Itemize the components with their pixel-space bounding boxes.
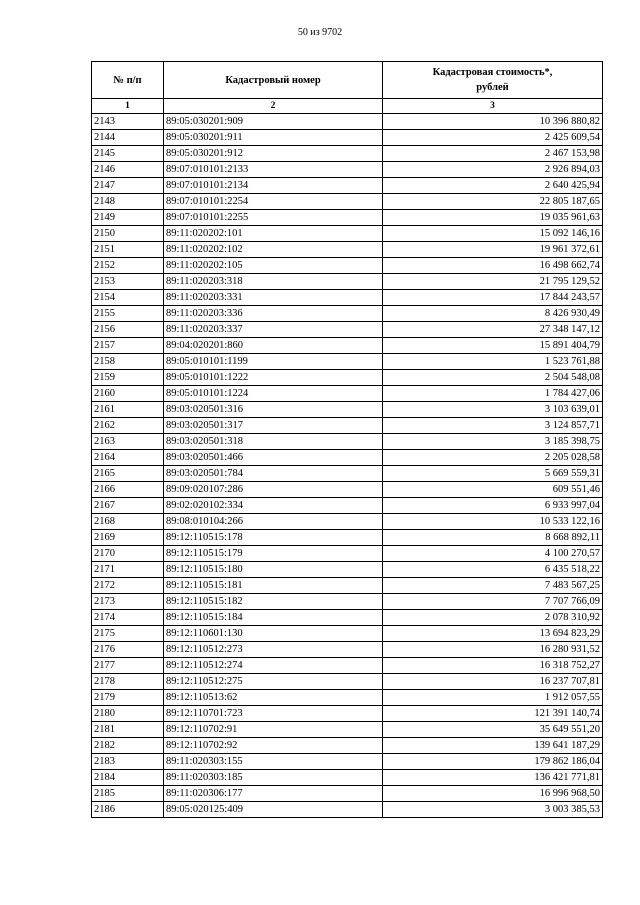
row-number-cell: 2154	[92, 290, 164, 306]
cadastral-number-cell: 89:05:010101:1222	[164, 370, 383, 386]
table-row	[92, 562, 603, 578]
row-number-cell: 2159	[92, 370, 164, 386]
cadastral-value-cell: 2 205 028,58	[383, 450, 603, 466]
cadastral-number-cell: 89:12:110515:182	[164, 594, 383, 610]
cadastral-number-cell: 89:05:030201:911	[164, 130, 383, 146]
cadastral-value-cell: 5 669 559,31	[383, 466, 603, 482]
row-number-cell: 2177	[92, 658, 164, 674]
table-row	[92, 162, 603, 178]
header-cadastral-value-text: Кадастровая стоимость*, рублей	[432, 67, 553, 93]
row-number-cell: 2186	[92, 802, 164, 818]
table-body	[92, 114, 603, 818]
row-number-cell: 2179	[92, 690, 164, 706]
table-row	[92, 130, 603, 146]
row-number-cell: 2165	[92, 466, 164, 482]
cadastral-value-cell: 10 533 122,16	[383, 514, 603, 530]
row-number-cell: 2150	[92, 226, 164, 242]
header-row-number: № п/п	[92, 62, 164, 99]
table-row	[92, 658, 603, 674]
cadastral-value-cell: 6 933 997,04	[383, 498, 603, 514]
row-number-cell: 2164	[92, 450, 164, 466]
cadastral-number-cell: 89:12:110515:179	[164, 546, 383, 562]
cadastral-value-cell: 3 124 857,71	[383, 418, 603, 434]
cadastral-value-cell: 3 103 639,01	[383, 402, 603, 418]
table-row	[92, 226, 603, 242]
table-row	[92, 482, 603, 498]
table-row	[92, 146, 603, 162]
row-number-cell: 2155	[92, 306, 164, 322]
cadastral-value-cell: 2 078 310,92	[383, 610, 603, 626]
table-row	[92, 114, 603, 130]
row-number-cell: 2183	[92, 754, 164, 770]
table-row	[92, 210, 603, 226]
cadastral-value-cell: 2 640 425,94	[383, 178, 603, 194]
cadastral-value-table	[91, 61, 603, 818]
table-row	[92, 546, 603, 562]
row-number-cell: 2151	[92, 242, 164, 258]
cadastral-value-cell: 3 003 385,53	[383, 802, 603, 818]
table-row	[92, 306, 603, 322]
table-row	[92, 738, 603, 754]
table-row	[92, 274, 603, 290]
cadastral-number-cell: 89:11:020202:101	[164, 226, 383, 242]
row-number-cell: 2149	[92, 210, 164, 226]
table-row	[92, 514, 603, 530]
table-row	[92, 242, 603, 258]
cadastral-value-cell: 27 348 147,12	[383, 322, 603, 338]
row-number-cell: 2145	[92, 146, 164, 162]
table-row	[92, 610, 603, 626]
table-row	[92, 594, 603, 610]
cadastral-number-cell: 89:12:110512:273	[164, 642, 383, 658]
cadastral-number-cell: 89:11:020203:318	[164, 274, 383, 290]
cadastral-number-cell: 89:03:020501:317	[164, 418, 383, 434]
table-row	[92, 386, 603, 402]
cadastral-value-cell: 1 912 057,55	[383, 690, 603, 706]
cadastral-number-cell: 89:03:020501:316	[164, 402, 383, 418]
row-number-cell: 2174	[92, 610, 164, 626]
row-number-cell: 2173	[92, 594, 164, 610]
cadastral-value-cell: 21 795 129,52	[383, 274, 603, 290]
cadastral-value-cell: 22 805 187,65	[383, 194, 603, 210]
cadastral-number-cell: 89:08:010104:266	[164, 514, 383, 530]
row-number-cell: 2175	[92, 626, 164, 642]
cadastral-value-cell: 3 185 398,75	[383, 434, 603, 450]
table-row	[92, 706, 603, 722]
column-index-1: 1	[92, 99, 164, 114]
table-row	[92, 194, 603, 210]
row-number-cell: 2163	[92, 434, 164, 450]
cadastral-number-cell: 89:02:020102:334	[164, 498, 383, 514]
cadastral-value-cell: 139 641 187,29	[383, 738, 603, 754]
cadastral-number-cell: 89:11:020203:336	[164, 306, 383, 322]
row-number-cell: 2185	[92, 786, 164, 802]
cadastral-number-cell: 89:07:010101:2134	[164, 178, 383, 194]
row-number-cell: 2178	[92, 674, 164, 690]
cadastral-value-cell: 179 862 186,04	[383, 754, 603, 770]
cadastral-number-cell: 89:11:020306:177	[164, 786, 383, 802]
cadastral-number-cell: 89:05:010101:1224	[164, 386, 383, 402]
cadastral-number-cell: 89:03:020501:318	[164, 434, 383, 450]
row-number-cell: 2171	[92, 562, 164, 578]
cadastral-number-cell: 89:05:020125:409	[164, 802, 383, 818]
cadastral-value-cell: 17 844 243,57	[383, 290, 603, 306]
row-number-cell: 2156	[92, 322, 164, 338]
cadastral-value-cell: 35 649 551,20	[383, 722, 603, 738]
header-cadastral-value	[383, 62, 603, 99]
row-number-cell: 2181	[92, 722, 164, 738]
row-number-cell: 2153	[92, 274, 164, 290]
row-number-cell: 2143	[92, 114, 164, 130]
table-row	[92, 626, 603, 642]
cadastral-value-cell: 2 425 609,54	[383, 130, 603, 146]
table-row	[92, 786, 603, 802]
table-row	[92, 498, 603, 514]
cadastral-number-cell: 89:07:010101:2255	[164, 210, 383, 226]
row-number-cell: 2146	[92, 162, 164, 178]
table-row	[92, 418, 603, 434]
cadastral-value-cell: 121 391 140,74	[383, 706, 603, 722]
row-number-cell: 2162	[92, 418, 164, 434]
cadastral-value-cell: 1 784 427,06	[383, 386, 603, 402]
cadastral-value-cell: 4 100 270,57	[383, 546, 603, 562]
row-number-cell: 2170	[92, 546, 164, 562]
row-number-cell: 2148	[92, 194, 164, 210]
cadastral-value-cell: 7 707 766,09	[383, 594, 603, 610]
row-number-cell: 2180	[92, 706, 164, 722]
cadastral-number-cell: 89:12:110512:275	[164, 674, 383, 690]
table-row	[92, 402, 603, 418]
row-number-cell: 2168	[92, 514, 164, 530]
table-row	[92, 290, 603, 306]
table-row	[92, 754, 603, 770]
table-row	[92, 466, 603, 482]
cadastral-value-cell: 8 668 892,11	[383, 530, 603, 546]
cadastral-number-cell: 89:07:010101:2254	[164, 194, 383, 210]
cadastral-number-cell: 89:05:030201:909	[164, 114, 383, 130]
cadastral-number-cell: 89:12:110515:184	[164, 610, 383, 626]
table-row	[92, 690, 603, 706]
cadastral-value-cell: 16 498 662,74	[383, 258, 603, 274]
cadastral-number-cell: 89:09:020107:286	[164, 482, 383, 498]
cadastral-number-cell: 89:07:010101:2133	[164, 162, 383, 178]
cadastral-number-cell: 89:12:110515:178	[164, 530, 383, 546]
column-index-row	[92, 99, 603, 114]
table-row	[92, 722, 603, 738]
cadastral-value-cell: 2 467 153,98	[383, 146, 603, 162]
cadastral-number-cell: 89:12:110702:91	[164, 722, 383, 738]
cadastral-number-cell: 89:05:010101:1199	[164, 354, 383, 370]
cadastral-value-cell: 10 396 880,82	[383, 114, 603, 130]
cadastral-number-cell: 89:12:110702:92	[164, 738, 383, 754]
cadastral-number-cell: 89:12:110701:723	[164, 706, 383, 722]
cadastral-value-cell: 19 961 372,61	[383, 242, 603, 258]
cadastral-value-cell: 16 318 752,27	[383, 658, 603, 674]
cadastral-value-cell: 13 694 823,29	[383, 626, 603, 642]
row-number-cell: 2172	[92, 578, 164, 594]
table-row	[92, 530, 603, 546]
row-number-cell: 2169	[92, 530, 164, 546]
cadastral-value-cell: 7 483 567,25	[383, 578, 603, 594]
cadastral-value-cell: 15 092 146,16	[383, 226, 603, 242]
cadastral-value-cell: 2 504 548,08	[383, 370, 603, 386]
table-row	[92, 258, 603, 274]
row-number-cell: 2167	[92, 498, 164, 514]
table-row	[92, 802, 603, 818]
cadastral-number-cell: 89:11:020203:337	[164, 322, 383, 338]
row-number-cell: 2144	[92, 130, 164, 146]
cadastral-number-cell: 89:11:020303:155	[164, 754, 383, 770]
row-number-cell: 2158	[92, 354, 164, 370]
cadastral-value-cell: 136 421 771,81	[383, 770, 603, 786]
cadastral-value-cell: 609 551,46	[383, 482, 603, 498]
row-number-cell: 2182	[92, 738, 164, 754]
table-row	[92, 354, 603, 370]
cadastral-number-cell: 89:11:020303:185	[164, 770, 383, 786]
column-index-2: 2	[164, 99, 383, 114]
table-row	[92, 450, 603, 466]
table-row	[92, 674, 603, 690]
cadastral-value-cell: 16 237 707,81	[383, 674, 603, 690]
row-number-cell: 2176	[92, 642, 164, 658]
row-number-cell: 2166	[92, 482, 164, 498]
table-row	[92, 370, 603, 386]
cadastral-value-cell: 1 523 761,88	[383, 354, 603, 370]
cadastral-value-cell: 16 996 968,50	[383, 786, 603, 802]
table-row	[92, 434, 603, 450]
cadastral-value-cell: 15 891 404,79	[383, 338, 603, 354]
cadastral-value-cell: 6 435 518,22	[383, 562, 603, 578]
cadastral-number-cell: 89:03:020501:784	[164, 466, 383, 482]
cadastral-number-cell: 89:03:020501:466	[164, 450, 383, 466]
row-number-cell: 2161	[92, 402, 164, 418]
cadastral-number-cell: 89:11:020202:102	[164, 242, 383, 258]
row-number-cell: 2157	[92, 338, 164, 354]
cadastral-number-cell: 89:11:020202:105	[164, 258, 383, 274]
column-index-3: 3	[383, 99, 603, 114]
row-number-cell: 2147	[92, 178, 164, 194]
cadastral-value-cell: 19 035 961,63	[383, 210, 603, 226]
cadastral-value-cell: 8 426 930,49	[383, 306, 603, 322]
cadastral-value-cell: 2 926 894,03	[383, 162, 603, 178]
cadastral-number-cell: 89:12:110515:180	[164, 562, 383, 578]
cadastral-number-cell: 89:12:110515:181	[164, 578, 383, 594]
cadastral-number-cell: 89:04:020201:860	[164, 338, 383, 354]
row-number-cell: 2152	[92, 258, 164, 274]
header-cadastral-number: Кадастровый номер	[164, 62, 383, 99]
cadastral-number-cell: 89:12:110512:274	[164, 658, 383, 674]
cadastral-number-cell: 89:12:110601:130	[164, 626, 383, 642]
table-row	[92, 322, 603, 338]
table-row	[92, 338, 603, 354]
cadastral-number-cell: 89:11:020203:331	[164, 290, 383, 306]
row-number-cell: 2184	[92, 770, 164, 786]
table-row	[92, 178, 603, 194]
page-header: 50 из 9702	[297, 27, 343, 38]
cadastral-value-cell: 16 280 931,52	[383, 642, 603, 658]
cadastral-number-cell: 89:05:030201:912	[164, 146, 383, 162]
table-row	[92, 770, 603, 786]
table-row	[92, 642, 603, 658]
table-row	[92, 578, 603, 594]
table-header-row	[92, 62, 603, 99]
row-number-cell: 2160	[92, 386, 164, 402]
cadastral-number-cell: 89:12:110513:62	[164, 690, 383, 706]
